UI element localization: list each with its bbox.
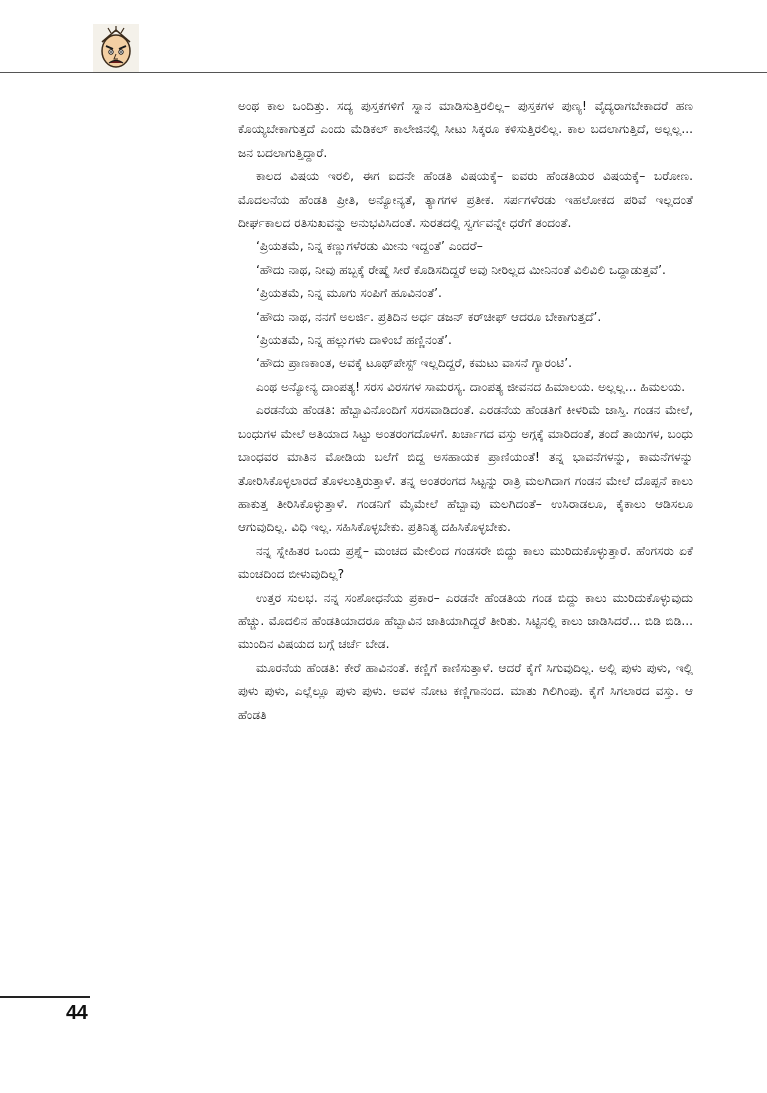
paragraph: ‘ಪ್ರಿಯತಮೆ, ನಿನ್ನ ಹಲ್ಲುಗಳು ದಾಳಿಂಬೆ ಹಣ್ಣಿನಂತೆ’. xyxy=(256,333,452,348)
page-number: 44 xyxy=(66,1002,88,1024)
paragraph: ಕಾಲದ ವಿಷಯ ಇರಲಿ, ಈಗ ಐದನೇ ಹೆಂಡತಿ ವಿಷಯಕ್ಕೆ– ಐವರು ಹೆಂಡತಿಯರ ವಿಷಯಕ್ಕೆ– ಬರೋಣ. ಮೊದಲನೆಯ ಹೆಂಡತಿ ಪ್ರೀತಿ, ಅನ್ಯೋನ್ಯತೆ, ತ್ಯಾಗಗಳ ಪ್ರತೀಕ. ಸರ್ಪಗಳೆರಡು ಇಹಲೋಕದ ಪರಿವೆ ಇಲ್ಲದಂತೆ ದೀರ್ಘಕಾಲದ ರತಿಸುಖವನ್ನು ಅನುಭವಿಸಿದಂತೆ. ಸುರತದಲ್ಲಿ ಸ್ವರ್ಗವನ್ನೇ ಧರೆಗೆ ತಂದಂತೆ. xyxy=(238,169,693,231)
paragraph: ಎಂಥ ಅನ್ಯೋನ್ಯ ದಾಂಪತ್ಯ! ಸರಸ ವಿರಸಗಳ ಸಾಮರಸ್ಯ. ದಾಂಪತ್ಯ ಜೀವನದ ಹಿಮಾಲಯ. ಅಲ್ಲಲ್ಲ... ಹಿಮಲಯ. xyxy=(256,379,686,394)
article-body xyxy=(238,95,693,727)
paragraph: ‘ಪ್ರಿಯತಮೆ, ನಿನ್ನ ಕಣ್ಣುಗಳೆರಡು ಮೀನು ಇದ್ದಂತೆ’ ಎಂದರೆ– xyxy=(256,239,483,254)
paragraph: ‘ಹೌದು ಪ್ರಾಣಕಾಂತ, ಅವಕ್ಕೆ ಟೂಥ್‌ಪೇಸ್ಟ್ ಇಲ್ಲದಿದ್ದರೆ, ಕಮಟು ವಾಸನೆ ಗ್ಯಾರಂಟಿ’. xyxy=(256,356,573,371)
paragraph: ನನ್ನ ಸ್ನೇಹಿತರ ಒಂದು ಪ್ರಶ್ನೆ– ಮಂಚದ ಮೇಲಿಂದ ಗಂಡಸರೇ ಬಿದ್ದು ಕಾಲು ಮುರಿದುಕೊಳ್ಳುತ್ತಾರೆ. ಹೆಂಗಸರು ಏಕೆ ಮಂಚದಿಂದ ಬೀಳುವುದಿಲ್ಲ? xyxy=(238,543,693,582)
paragraph: ಅಂಥ ಕಾಲ ಒಂದಿತ್ತು. ಸದ್ಯ ಪುಸ್ತಕಗಳಿಗೆ ಸ್ನಾನ ಮಾಡಿಸುತ್ತಿರಲಿಲ್ಲ– ಪುಸ್ತಕಗಳ ಪುಣ್ಯ! ವೈದ್ಯರಾಗಬೇಕಾದರೆ ಹಣ ಕೊಯ್ಯಬೇಕಾಗುತ್ತದೆ ಎಂದು ಮೆಡಿಕಲ್ ಕಾಲೇಜಿನಲ್ಲಿ ಸೀಟು ಸಿಕ್ಕರೂ ಕಳಿಸುತ್ತಿರಲಿಲ್ಲ. ಕಾಲ ಬದಲಾಗುತ್ತಿದೆ, ಅಲ್ಲಲ್ಲ... ಜನ ಬದಲಾಗುತ್ತಿದ್ದಾರೆ. xyxy=(238,99,693,160)
footer-divider xyxy=(0,996,90,998)
paragraph: ಎರಡನೆಯ ಹೆಂಡತಿ: ಹೆಬ್ಬಾವಿನೊಂದಿಗೆ ಸರಸವಾಡಿದಂತೆ. ಎರಡನೆಯ ಹೆಂಡತಿಗೆ ಕೀಳರಿಮೆ ಜಾಸ್ತಿ. ಗಂಡನ ಮೇಲೆ, ಬಂಧುಗಳ ಮೇಲೆ ಅತಿಯಾದ ಸಿಟ್ಟು ಅಂತರಂಗದೊಳಗೆ. ಖರ್ಚಾಗದ ವಸ್ತು ಅಗ್ಗಕ್ಕೆ ಮಾರಿದಂತೆ, ತಂದೆ ತಾಯಿಗಳ, ಬಂಧು ಬಾಂಧವರ ಮಾತಿನ ಮೋಡಿಯ ಬಲೆಗೆ ಬಿದ್ದ ಅಸಹಾಯಕ ಪ್ರಾಣಿಯಂತೆ! ತನ್ನ ಭಾವನೆಗಳನ್ನು, ಕಾಮನೆಗಳನ್ನು ತೋರಿಸಿಕೊಳ್ಳಲಾರದೆ ತೊಳಲುತ್ತಿರುತ್ತಾಳೆ. ತನ್ನ ಅಂತರಂಗದ ಸಿಟ್ಟನ್ನು ರಾತ್ರಿ ಮಲಗಿದಾಗ ಗಂಡನ ಮೇಲೆ ದೊಪ್ಪನೆ ಕಾಲು ಹಾಕುತ್ತ ತೀರಿಸಿಕೊಳ್ಳುತ್ತಾಳೆ. ಗಂಡನಿಗೆ ಮೈಮೇಲೆ ಹೆಬ್ಬಾವು ಮಲಗಿದಂತೆ– ಉಸಿರಾಡಲೂ, ಕೈಕಾಲು ಆಡಿಸಲೂ ಆಗುವುದಿಲ್ಲ. ವಿಧಿ ಇಲ್ಲ. ಸಹಿಸಿಕೊಳ್ಳಬೇಕು. ಪ್ರತಿನಿತ್ಯ ದಹಿಸಿಕೊಳ್ಳಬೇಕು. xyxy=(238,403,693,535)
paragraph: ‘ಹೌದು ನಾಥ, ನೀವು ಹಬ್ಬಕ್ಕೆ ರೇಷ್ಮೆ ಸೀರೆ ಕೊಡಿಸದಿದ್ದರೆ ಅವು ನೀರಿಲ್ಲದ ಮೀನಿನಂತೆ ವಿಲಿವಿಲಿ ಒದ್ದಾಡುತ್ತವೆ’. xyxy=(256,262,666,277)
paragraph: ಮೂರನೆಯ ಹೆಂಡತಿ: ಕೇರೆ ಹಾವಿನಂತೆ. ಕಣ್ಣಿಗೆ ಕಾಣಿಸುತ್ತಾಳೆ. ಆದರೆ ಕೈಗೆ ಸಿಗುವುದಿಲ್ಲ. ಅಲ್ಲಿ ಪುಳು ಪುಳು, ಇಲ್ಲಿ ಪುಳು ಪುಳು, ಎಲ್ಲೆಲ್ಲೂ ಪುಳು ಪುಳು. ಅವಳ ನೋಟ ಕಣ್ಣಿಗಾನಂದ. ಮಾತು ಗಿಲಿಗಿಂಪು. ಕೈಗೆ ಸಿಗಲಾರದ ವಸ್ತು. ಆ ಹೆಂಡತಿ xyxy=(238,660,693,722)
angry-face-logo-icon xyxy=(93,24,139,72)
paragraph: ‘ಪ್ರಿಯತಮೆ, ನಿನ್ನ ಮೂಗು ಸಂಪಿಗೆ ಹೂವಿನಂತೆ’. xyxy=(256,286,442,301)
header-divider xyxy=(0,72,767,73)
paragraph: ಉತ್ತರ ಸುಲಭ. ನನ್ನ ಸಂಶೋಧನೆಯ ಪ್ರಕಾರ– ಎರಡನೇ ಹೆಂಡತಿಯ ಗಂಡ ಬಿದ್ದು ಕಾಲು ಮುರಿದುಕೊಳ್ಳುವುದು ಹೆಚ್ಚು. ಮೊದಲಿನ ಹೆಂಡತಿಯಾದರೂ ಹೆಬ್ಬಾವಿನ ಜಾತಿಯಾಗಿದ್ದರೆ ತೀರಿತು. ಸಿಟ್ಟಿನಲ್ಲಿ ಕಾಲು ಜಾಡಿಸಿದರೆ... ಬಿಡಿ ಬಿಡಿ... ಮುಂದಿನ ವಿಷಯದ ಬಗ್ಗೆ ಚರ್ಚೆ ಬೇಡ. xyxy=(238,590,693,652)
paragraph: ‘ಹೌದು ನಾಥ, ನನಗೆ ಅಲರ್ಜಿ. ಪ್ರತಿದಿನ ಅರ್ಧ ಡಜನ್ ಕರ್‌ಚೀಫ್ ಆದರೂ ಬೇಕಾಗುತ್ತದೆ’. xyxy=(256,309,602,324)
